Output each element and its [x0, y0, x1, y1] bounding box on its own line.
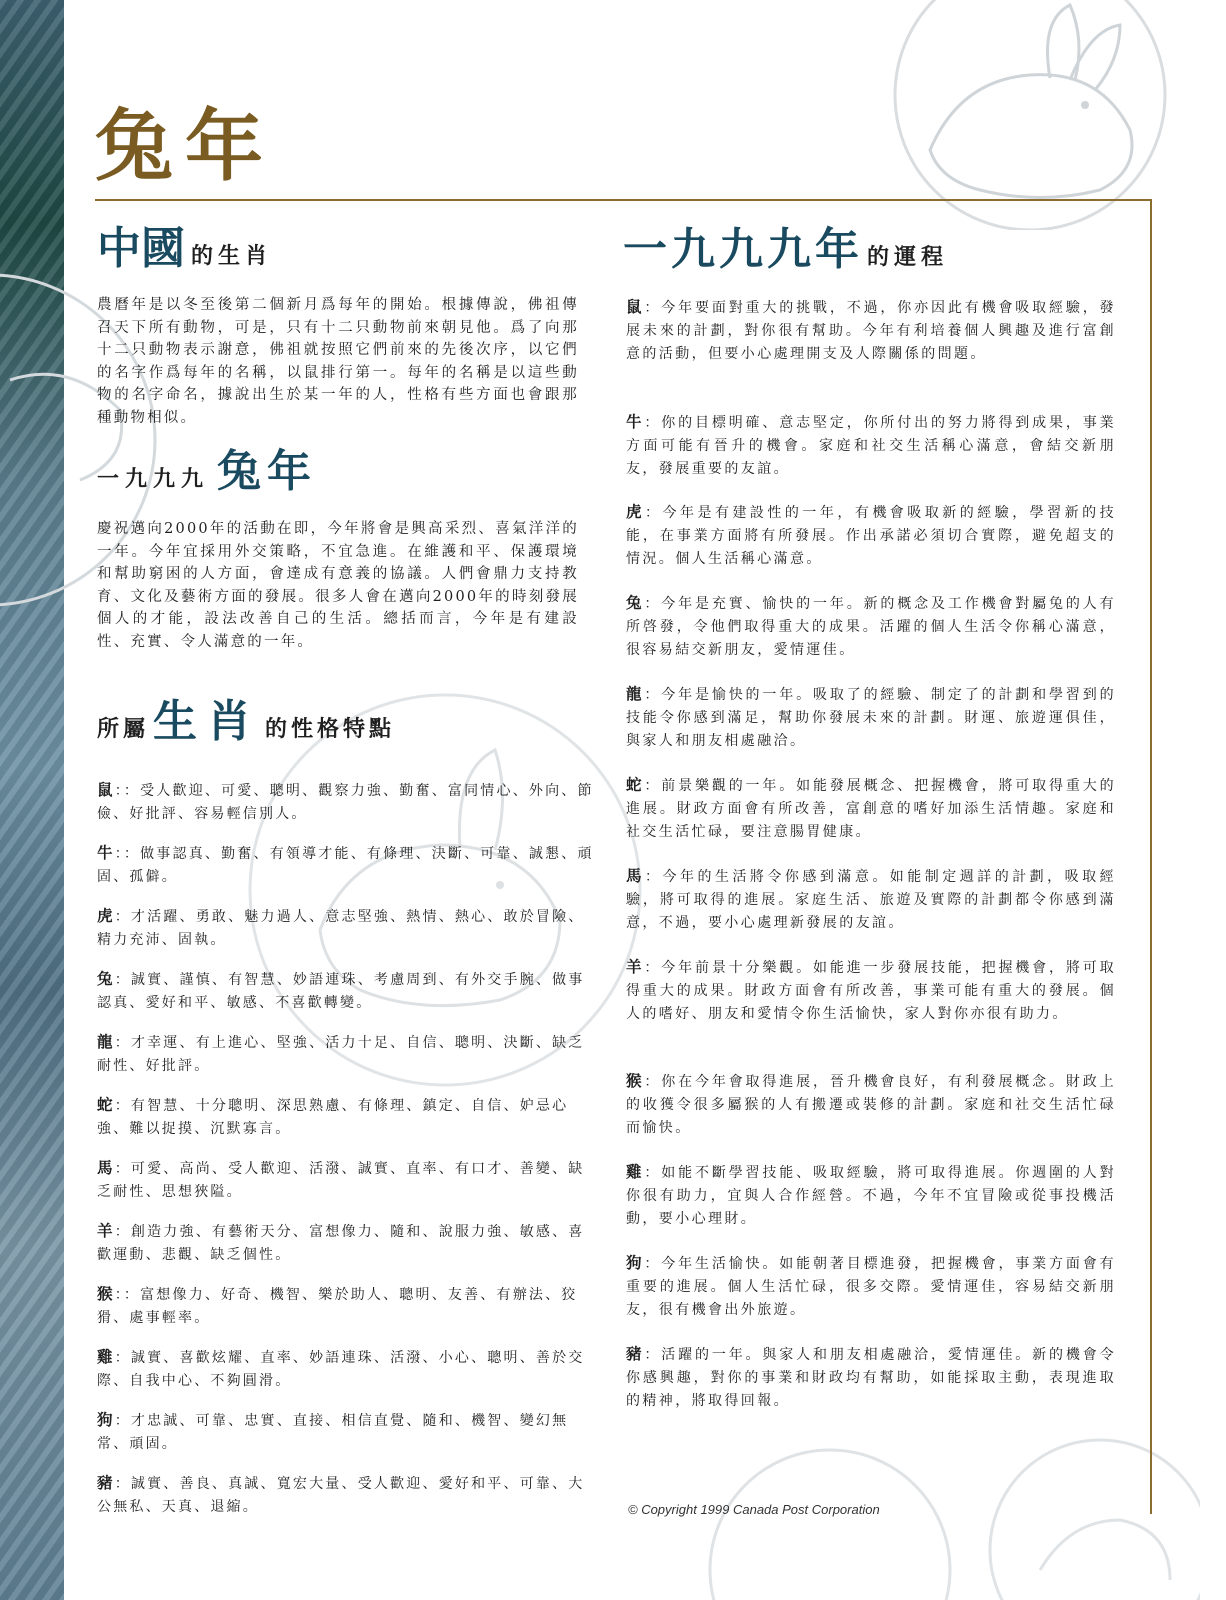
fortune-text-rat: 今年要面對重大的挑戰，不過，你亦因此有機會吸取經驗，發展未來的計劃，對你很有幫助。今年有利培養個人興趣及進行富創意的活動，但要小心處理開支及人際關係的問題。 — [626, 300, 1117, 362]
fortune-sep: ： — [644, 1347, 662, 1363]
fortune-sign-dog: 狗 — [626, 1253, 645, 1272]
trait-sep: ：： — [114, 783, 141, 799]
trait-text-goat: 創造力強、有藝術天分、富想像力、隨和、說服力強、敏感、喜歡運動、悲觀、缺乏個性。 — [97, 1224, 585, 1263]
fortune-sign-tiger: 虎 — [626, 502, 645, 521]
fortune-text-dog: 今年生活愉快。如能朝著目標進發，把握機會，事業方面會有重要的進展。個人生活忙碌，很多交際。愛情運佳，容易結交新朋友，很有機會出外旅遊。 — [626, 1256, 1117, 1318]
fortune-sign-monkey: 猴 — [626, 1071, 645, 1090]
zodiac-section-title — [97, 223, 273, 274]
fortune-item-dog — [626, 1251, 1116, 1342]
trait-item-rat — [97, 778, 597, 841]
fortune-sep: ： — [644, 415, 662, 431]
trait-item-rabbit — [97, 967, 597, 1030]
fortune-sep: ： — [645, 505, 663, 521]
fortune-item-rooster — [626, 1160, 1116, 1251]
rabbit-year-title-year: 一九九九 — [97, 466, 210, 492]
trait-list — [97, 778, 597, 1534]
fortune-sep: ： — [644, 596, 662, 612]
traits-section-title — [97, 696, 396, 747]
fortune-sep: ： — [644, 1165, 662, 1181]
trait-sep: ：： — [114, 1287, 141, 1303]
trait-item-rooster — [97, 1345, 597, 1408]
trait-item-horse — [97, 1156, 597, 1219]
trait-text-tiger: 才活躍、勇敢、魅力過人、意志堅強、熱情、熱心、敢於冒險、精力充沛、固執。 — [97, 909, 585, 948]
fortune-sign-horse: 馬 — [626, 866, 645, 885]
trait-text-monkey: 富想像力、好奇、機智、樂於助人、聰明、友善、有辦法、狡猾、處事輕率。 — [97, 1287, 578, 1326]
fortune-item-rat — [626, 295, 1116, 410]
fortune-item-monkey — [626, 1069, 1116, 1160]
trait-sign-monkey: 猴 — [97, 1284, 115, 1303]
trait-sep: ： — [114, 1035, 131, 1051]
fortune-sign-rat: 鼠 — [626, 297, 645, 316]
trait-sep: ： — [114, 909, 131, 925]
fortune-text-pig: 活躍的一年。與家人和朋友相處融洽，愛情運佳。新的機會令你感興趣，對你的事業和財政均有幫助，如能採取主動，表現進取的精神，將取得回報。 — [626, 1347, 1117, 1409]
fortune-item-snake — [626, 773, 1116, 864]
trait-sign-horse: 馬 — [97, 1158, 115, 1177]
fortune-sign-goat: 羊 — [626, 957, 645, 976]
fortune-item-tiger — [626, 500, 1116, 591]
fortune-sep: ： — [644, 300, 662, 316]
trait-item-pig — [97, 1471, 597, 1534]
fortune-text-ox: 你的目標明確、意志堅定，你所付出的努力將得到成果，事業方面可能有晉升的機會。家庭和社交生活稱心滿意，會結交新朋友，發展重要的友誼。 — [626, 415, 1117, 477]
fortune-sep: ： — [644, 1074, 662, 1090]
trait-item-dragon — [97, 1030, 597, 1093]
traits-title-prefix: 所屬 — [97, 716, 150, 742]
trait-sep: ：： — [114, 846, 141, 862]
trait-text-ox: 做事認真、勤奮、有領導才能、有條理、決斷、可靠、誠懇、頑固、孤僻。 — [97, 846, 594, 885]
fortune-sep: ： — [645, 869, 663, 885]
fortune-sep: ： — [644, 960, 662, 976]
trait-sign-dragon: 龍 — [97, 1032, 115, 1051]
rabbit-year-title-main: 兔年 — [217, 446, 318, 497]
fortune-text-rooster: 如能不斷學習技能、吸取經驗，將可取得進展。你週圍的人對你很有助力，宜與人合作經營。不過，今年不宜冒險或從事投機活動，要小心理財。 — [626, 1165, 1117, 1227]
trait-sign-dog: 狗 — [97, 1410, 115, 1429]
trait-sign-goat: 羊 — [97, 1221, 115, 1240]
fortune-section-title — [623, 224, 949, 275]
trait-item-snake — [97, 1093, 597, 1156]
trait-sep: ： — [114, 1350, 131, 1366]
fortune-title-suffix: 的運程 — [867, 244, 949, 270]
trait-item-goat — [97, 1219, 597, 1282]
trait-sign-tiger: 虎 — [97, 906, 115, 925]
fortune-item-dragon — [626, 682, 1116, 773]
fortune-text-monkey: 你在今年會取得進展，晉升機會良好，有利發展概念。財政上的收獲令很多屬猴的人有搬遷或裝修的計劃。家庭和社交生活忙碌而愉快。 — [626, 1074, 1117, 1136]
fortune-text-dragon: 今年是愉快的一年。吸取了的經驗、制定了的計劃和學習到的技能令你感到滿足，幫助你發展未來的計劃。財運、旅遊運俱佳，與家人和朋友相處融洽。 — [626, 687, 1117, 749]
trait-sep: ： — [114, 1161, 131, 1177]
fortune-text-rabbit: 今年是充實、愉快的一年。新的概念及工作機會對屬兔的人有所啓發，令他們取得重大的成果。活躍的個人生活令你稱心滿意，很容易結交新朋友，愛情運佳。 — [626, 596, 1117, 658]
trait-sign-rabbit: 兔 — [97, 969, 115, 988]
zodiac-title-suffix: 的生肖 — [191, 243, 273, 269]
fortune-item-horse — [626, 864, 1116, 955]
trait-item-tiger — [97, 904, 597, 967]
fortune-item-rabbit — [626, 591, 1116, 682]
fortune-text-tiger: 今年是有建設性的一年，有機會吸取新的經驗，學習新的技能，在事業方面將有所發展。作出承諾必須切合實際，避免超支的情況。個人生活稱心滿意。 — [626, 505, 1117, 567]
fortune-sign-snake: 蛇 — [626, 775, 645, 794]
fortune-text-horse: 今年的生活將令你感到滿意。如能制定週詳的計劃，吸取經驗，將可取得的進展。家庭生活、旅遊及實際的計劃都令你感到滿意，不過，要小心處理新發展的友誼。 — [626, 869, 1117, 931]
fortune-sep: ： — [644, 687, 662, 703]
fortune-item-pig — [626, 1342, 1116, 1433]
fortune-item-ox — [626, 410, 1116, 500]
trait-sep: ： — [114, 972, 131, 988]
fortune-text-goat: 今年前景十分樂觀。如能進一步發展技能，把握機會，將可取得重大的成果。財政方面會有所改善，事業可能有重大的發展。個人的嗜好、朋友和愛情令你生活愉快，家人對你亦很有助力。 — [626, 960, 1117, 1022]
rabbit-year-paragraph: 慶祝邁向2000年的活動在即，今年將會是興高采烈、喜氣洋洋的一年。今年宜採用外交策略，不宜急進。在維護和平、保護環境和幫助窮困的人方面，會達成有意義的協議。人們會鼎力支持教育、文化及藝術方面的發展。很多人會在邁向2000年的時刻發展個人的才能，設法改善自己的生活。總括而言，今年是有建設性、充實、令人滿意的一年。 — [97, 521, 579, 650]
fortune-sign-pig: 豬 — [626, 1344, 645, 1363]
trait-sign-pig: 豬 — [97, 1473, 115, 1492]
rabbit-watermark-top-right — [870, 0, 1190, 230]
fortune-sign-rooster: 雞 — [626, 1162, 645, 1181]
trait-text-dragon: 才幸運、有上進心、堅強、活力十足、自信、聰明、決斷、缺乏耐性、好批評。 — [97, 1035, 585, 1074]
fortune-sep: ： — [644, 1256, 662, 1272]
page-title: 兔年 — [95, 101, 276, 192]
trait-text-dog: 才忠誠、可靠、忠實、直接、相信直覺、隨和、機智、變幻無常、頑固。 — [97, 1413, 569, 1452]
fortune-item-goat — [626, 955, 1116, 1069]
trait-sign-rooster: 雞 — [97, 1347, 115, 1366]
fortune-text-snake: 前景樂觀的一年。如能發展概念、把握機會，將可取得重大的進展。財政方面會有所改善，富創意的嗜好加添生活情趣。家庭和社交生活忙碌，要注意腸胃健康。 — [626, 778, 1117, 840]
trait-text-pig: 誠實、善良、真誠、寬宏大量、受人歡迎、愛好和平、可靠、大公無私、天真、退縮。 — [97, 1476, 585, 1515]
trait-sign-ox: 牛 — [97, 843, 115, 862]
trait-sep: ： — [114, 1476, 131, 1492]
trait-sep: ： — [114, 1224, 131, 1240]
fortune-sign-rabbit: 兔 — [626, 593, 645, 612]
fortune-sign-ox: 牛 — [626, 412, 645, 431]
fortune-sep: ： — [644, 778, 662, 794]
trait-sign-rat: 鼠 — [97, 780, 115, 799]
trait-sep: ： — [114, 1413, 131, 1429]
zodiac-title-main: 中國 — [97, 223, 185, 274]
trait-text-rooster: 誠實、喜歡炫耀、直率、妙語連珠、活潑、小心、聰明、善於交際、自我中心、不夠圓滑。 — [97, 1350, 585, 1389]
zodiac-intro-paragraph: 農曆年是以冬至後第二個新月爲每年的開始。根據傳說，佛祖傳召天下所有動物，可是，只有十二只動物前來朝見他。爲了向那十二只動物表示謝意，佛祖就按照它們前來的先後次序，以它們的名字作爲每年的名稱，以鼠排行第一。每年的名稱是以這些動物的名字命名，據說出生於某一年的人，性格有些方面也會跟那種動物相似。 — [97, 297, 579, 426]
traits-title-suffix: 的性格特點 — [265, 716, 396, 742]
rabbit-year-section-title — [97, 446, 318, 497]
traits-title-main: 生肖 — [153, 696, 262, 747]
trait-text-horse: 可愛、高尚、受人歡迎、活潑、誠實、直率、有口才、善變、缺乏耐性、思想狹隘。 — [97, 1161, 585, 1200]
copyright-notice: © Copyright 1999 Canada Post Corporation — [628, 1502, 880, 1517]
trait-item-ox — [97, 841, 597, 904]
trait-item-monkey — [97, 1282, 597, 1345]
trait-sign-snake: 蛇 — [97, 1095, 115, 1114]
trait-text-rat: 受人歡迎、可愛、聰明、觀察力強、勤奮、富同情心、外向、節儉、好批評、容易輕信別人。 — [97, 783, 594, 822]
trait-text-snake: 有智慧、十分聰明、深思熟慮、有條理、鎮定、自信、妒忌心強、難以捉摸、沉默寡言。 — [97, 1098, 569, 1137]
trait-item-dog — [97, 1408, 597, 1471]
trait-sep: ： — [114, 1098, 131, 1114]
fortune-title-main: 一九九九年 — [623, 224, 863, 275]
fortune-list — [626, 295, 1116, 1433]
frame-right-rule — [1150, 199, 1152, 1514]
fortune-sign-dragon: 龍 — [626, 684, 645, 703]
trait-text-rabbit: 誠實、謹慎、有智慧、妙語連珠、考慮周到、有外交手腕、做事認真、愛好和平、敏感、不喜歡轉變。 — [97, 972, 585, 1011]
frame-top-rule — [95, 199, 1152, 201]
